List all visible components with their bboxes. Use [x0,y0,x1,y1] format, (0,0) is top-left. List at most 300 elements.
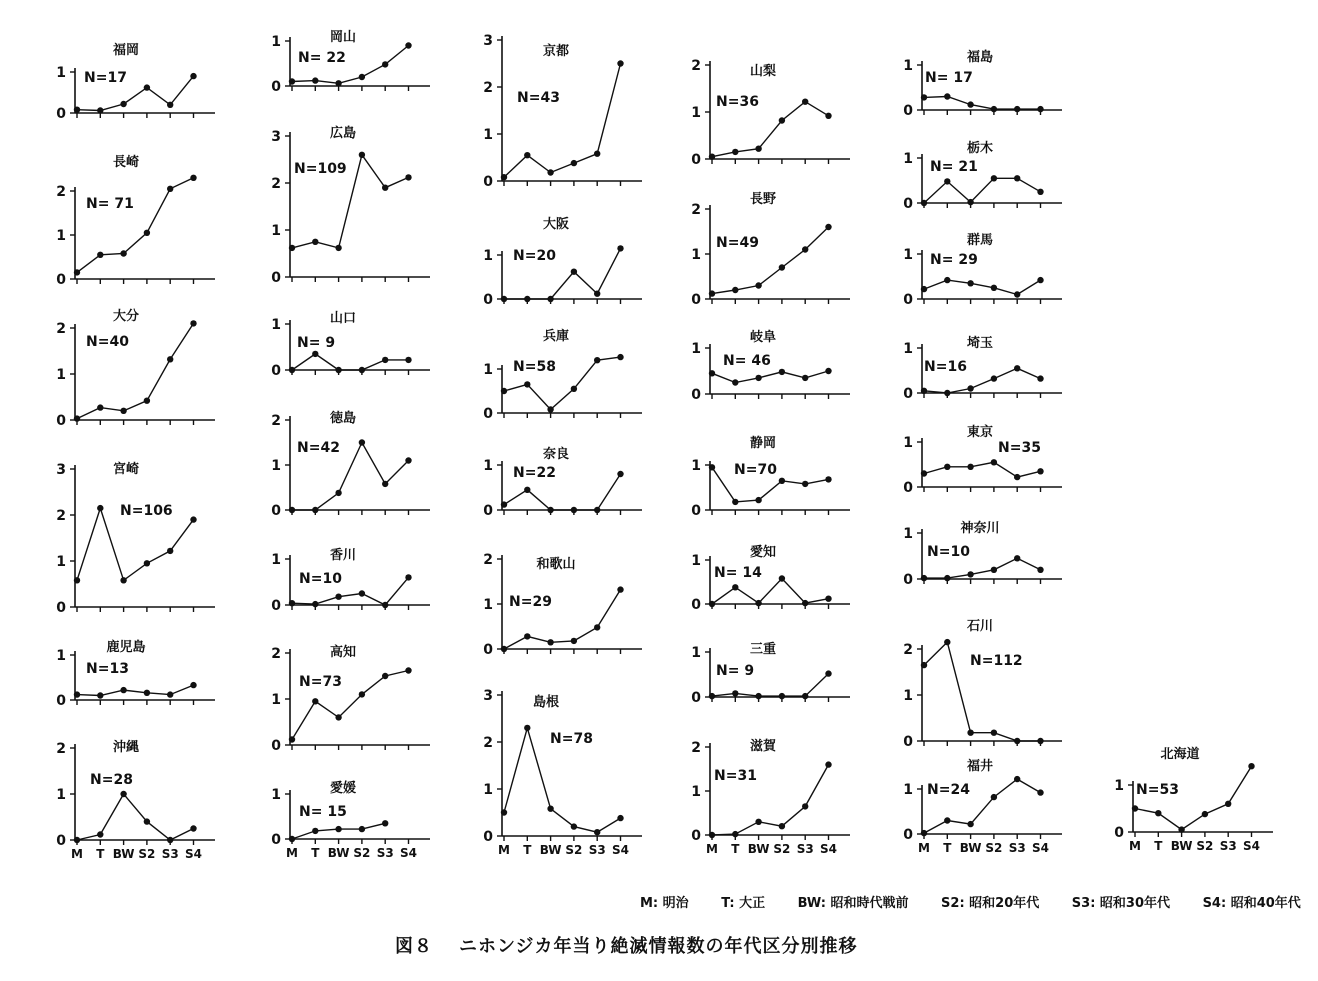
panel-title: 鹿児島 [106,640,146,655]
y-tick-label: 0 [691,292,701,308]
legend-entry: S2: 昭和20年代 [941,896,1040,911]
data-point [1132,805,1138,811]
data-point [571,823,577,829]
y-tick-label: 2 [483,80,493,96]
y-tick-label: 0 [483,406,493,422]
y-tick-label: 1 [691,105,701,121]
data-point [1014,106,1020,112]
data-point [779,575,785,581]
y-tick-label: 0 [691,690,701,706]
y-tick-label: 0 [271,270,281,286]
y-tick-label: 1 [271,223,281,239]
data-point [289,736,295,742]
panel-title: 大阪 [542,217,570,232]
data-point [167,837,173,843]
y-tick-label: 1 [903,688,913,704]
data-point [97,252,103,258]
panel-title: 岐阜 [749,330,777,345]
y-tick-label: 3 [56,462,66,478]
data-point [571,386,577,392]
x-tick-label: M [71,847,83,861]
panel-n-label: N=22 [513,465,556,481]
data-point [289,367,295,373]
x-tick-label: S2 [985,841,1003,855]
data-point [1037,189,1043,195]
data-point [1202,811,1208,817]
y-tick-label: 0 [903,103,913,119]
y-tick-label: 3 [271,129,281,145]
data-point [167,102,173,108]
data-point [967,280,973,286]
series-line [712,579,829,605]
panel-title: 和歌山 [536,557,576,572]
y-tick-label: 2 [271,413,281,429]
data-point [709,693,715,699]
panel-title: 兵庫 [542,329,570,344]
data-point [501,174,507,180]
data-point [732,499,738,505]
data-point [382,185,388,191]
data-point [335,594,341,600]
data-point [1037,567,1043,573]
data-point [120,577,126,583]
y-tick-label: 0 [483,642,493,658]
y-tick-label: 0 [903,292,913,308]
data-point [779,823,785,829]
y-tick-label: 1 [483,248,493,264]
x-tick-label: M [918,841,930,855]
y-tick-label: 2 [691,740,701,756]
x-tick-label: BW [112,847,135,861]
data-point [524,381,530,387]
data-point [709,290,715,296]
data-point [594,291,600,297]
y-tick-label: 1 [56,65,66,81]
panel-title: 栃木 [966,141,994,156]
panel-n-label: N=35 [998,440,1041,456]
data-point [991,794,997,800]
data-point [190,682,196,688]
data-point [74,415,80,421]
x-tick-label: S3 [1008,841,1026,855]
x-tick-label: BW [539,843,562,857]
data-point [312,698,318,704]
legend-entry: M: 明治 [640,896,689,911]
data-point [382,673,388,679]
legend-entry: BW: 昭和時代戦前 [797,896,909,911]
legend-entry: S4: 昭和40年代 [1202,896,1301,911]
y-tick-label: 0 [271,738,281,754]
panel-n-label: N=78 [550,731,593,747]
data-point [167,548,173,554]
y-tick-label: 1 [1114,778,1124,794]
data-point [405,574,411,580]
data-point [779,693,785,699]
data-point [97,505,103,511]
series-line [504,64,621,178]
data-point [120,687,126,693]
data-point [359,152,365,158]
data-point [571,160,577,166]
y-tick-label: 0 [483,503,493,519]
series-line [77,794,194,840]
data-point [944,93,950,99]
x-tick-label: BW [327,846,350,860]
panel-n-label: N=40 [86,334,129,350]
data-point [825,596,831,602]
data-point [312,601,318,607]
data-point [501,296,507,302]
y-tick-label: 2 [691,202,701,218]
data-point [501,388,507,394]
series-line [77,178,194,273]
x-tick-label: S4 [185,847,202,861]
panel-title: 長崎 [112,155,140,170]
x-tick-label: M [286,846,298,860]
y-tick-label: 0 [903,480,913,496]
y-tick-label: 1 [56,648,66,664]
data-point [359,826,365,832]
panel-n-label: N=16 [924,359,967,375]
y-tick-label: 0 [271,363,281,379]
x-tick-label: BW [1170,839,1193,853]
data-point [1014,365,1020,371]
data-point [944,390,950,396]
data-point [335,714,341,720]
data-point [755,600,761,606]
panel-title: 福井 [966,759,994,774]
y-tick-label: 1 [271,458,281,474]
y-tick-label: 1 [903,782,913,798]
data-point [144,230,150,236]
data-point [802,803,808,809]
data-point [312,77,318,83]
panel-n-label: N=43 [517,90,560,106]
panel-n-label: N=31 [714,768,757,784]
data-point [991,175,997,181]
data-point [289,836,295,842]
panel-n-label: N=49 [716,235,759,251]
data-point [524,487,530,493]
y-tick-label: 1 [271,787,281,803]
x-tick-label: T [1154,839,1163,853]
panel-n-label: N=10 [927,544,970,560]
x-tick-label: T [311,846,320,860]
data-point [359,74,365,80]
y-tick-label: 1 [483,597,493,613]
data-point [547,507,553,513]
data-point [732,584,738,590]
panel-title: 北海道 [1160,747,1200,762]
series-line [77,685,194,695]
series-line [924,462,1041,477]
panel-title: 滋賀 [749,739,777,754]
data-point [74,107,80,113]
panel-n-label: N=24 [927,782,970,798]
data-point [1037,106,1043,112]
data-point [1014,555,1020,561]
panel-title: 山口 [329,311,357,326]
data-point [1014,474,1020,480]
data-point [825,368,831,374]
series-line [924,178,1041,203]
data-point [921,662,927,668]
data-point [405,174,411,180]
data-point [382,357,388,363]
data-point [382,820,388,826]
data-point [74,577,80,583]
panel-title: 徳島 [329,411,357,426]
y-tick-label: 0 [483,829,493,845]
data-point [594,829,600,835]
data-point [755,819,761,825]
panel-n-label: N=13 [86,661,129,677]
panel-title: 愛知 [749,545,777,560]
y-tick-label: 0 [903,827,913,843]
data-point [144,398,150,404]
data-point [289,78,295,84]
data-point [1037,789,1043,795]
data-point [312,507,318,513]
y-tick-label: 1 [271,692,281,708]
data-point [755,693,761,699]
x-tick-label: S4 [1032,841,1049,855]
x-tick-label: S2 [1196,839,1214,853]
data-point [944,464,950,470]
data-point [501,646,507,652]
data-point [825,670,831,676]
data-point [524,296,530,302]
x-tick-label: S3 [161,847,179,861]
y-tick-label: 1 [691,458,701,474]
data-point [825,476,831,482]
panel-title: 埼玉 [966,336,994,351]
data-point [617,245,623,251]
data-point [779,117,785,123]
y-tick-label: 1 [903,341,913,357]
panel-n-label: N=10 [299,571,342,587]
panel-n-label: N=58 [513,359,556,375]
y-tick-label: 1 [56,554,66,570]
data-point [802,481,808,487]
x-tick-label: S4 [820,842,837,856]
y-tick-label: 0 [903,572,913,588]
panel-n-label: N=20 [513,248,556,264]
data-point [1014,291,1020,297]
x-tick-label: S2 [565,843,583,857]
data-point [382,61,388,67]
data-point [991,567,997,573]
data-point [594,507,600,513]
y-tick-label: 0 [483,292,493,308]
series-line [292,354,409,370]
data-point [709,832,715,838]
data-point [732,379,738,385]
data-point [524,152,530,158]
data-point [755,375,761,381]
data-point [335,490,341,496]
x-tick-label: S4 [1243,839,1260,853]
data-point [190,73,196,79]
panel-n-label: N=70 [734,462,777,478]
panel-title: 香川 [329,548,357,563]
caption-text: ニホンジカ年当り絶滅情報数の年代区分別推移 [459,936,858,957]
data-point [967,101,973,107]
data-point [97,107,103,113]
y-tick-label: 1 [483,458,493,474]
data-point [944,575,950,581]
data-point [921,286,927,292]
y-tick-label: 3 [483,33,493,49]
data-point [144,84,150,90]
data-point [120,408,126,414]
data-point [335,826,341,832]
data-point [1037,277,1043,283]
x-tick-label: S2 [138,847,156,861]
panel-title: 群馬 [966,233,994,248]
y-tick-label: 3 [483,688,493,704]
data-point [617,60,623,66]
data-point [755,282,761,288]
data-point [405,357,411,363]
data-point [944,817,950,823]
y-tick-label: 0 [903,734,913,750]
data-point [944,277,950,283]
data-point [405,42,411,48]
data-point [405,667,411,673]
data-point [1037,375,1043,381]
data-point [524,633,530,639]
y-tick-label: 2 [56,508,66,524]
data-point [732,149,738,155]
y-tick-label: 1 [483,782,493,798]
panel-title: 京都 [542,44,570,59]
data-point [921,200,927,206]
data-point [944,639,950,645]
data-point [1014,738,1020,744]
data-point [732,690,738,696]
panel-n-label: N=106 [120,503,173,519]
x-tick-label: M [706,842,718,856]
y-tick-label: 0 [903,386,913,402]
data-point [709,464,715,470]
data-point [617,354,623,360]
data-point [359,439,365,445]
data-point [547,406,553,412]
y-tick-label: 1 [691,341,701,357]
data-point [405,457,411,463]
data-point [74,269,80,275]
y-tick-label: 1 [271,317,281,333]
y-tick-label: 0 [56,106,66,122]
data-point [144,690,150,696]
y-tick-label: 2 [271,646,281,662]
y-tick-label: 0 [483,174,493,190]
data-point [289,507,295,513]
panel-n-label: N=112 [970,653,1023,669]
data-point [1225,801,1231,807]
y-tick-label: 1 [271,552,281,568]
panel-n-label: N=53 [1136,782,1179,798]
series-line [712,371,829,383]
data-point [755,497,761,503]
x-tick-label: M [1129,839,1141,853]
data-point [967,571,973,577]
data-point [289,245,295,251]
data-point [802,99,808,105]
data-point [289,600,295,606]
y-tick-label: 2 [271,176,281,192]
x-tick-label: S3 [588,843,606,857]
y-tick-label: 0 [691,387,701,403]
y-tick-label: 0 [56,693,66,709]
data-point [1037,468,1043,474]
y-tick-label: 1 [903,58,913,74]
x-tick-label: S2 [353,846,371,860]
y-tick-label: 0 [1114,825,1124,841]
x-tick-label: S2 [773,842,791,856]
data-point [312,828,318,834]
panel-n-label: N= 17 [925,70,973,86]
x-tick-label: T [523,843,532,857]
y-tick-label: 1 [903,247,913,263]
data-point [120,250,126,256]
x-tick-label: S3 [376,846,394,860]
y-tick-label: 1 [483,362,493,378]
data-point [967,821,973,827]
panel-title: 東京 [966,425,994,440]
panel-title: 宮崎 [112,462,140,477]
data-point [1178,826,1184,832]
data-point [312,351,318,357]
data-point [547,806,553,812]
data-point [74,837,80,843]
y-tick-label: 2 [56,321,66,337]
y-tick-label: 0 [271,79,281,95]
y-tick-label: 1 [691,553,701,569]
data-point [1014,776,1020,782]
y-tick-label: 2 [56,184,66,200]
data-point [732,831,738,837]
data-point [335,80,341,86]
panel-n-label: N= 71 [86,196,134,212]
data-point [1037,738,1043,744]
panel-title: 岡山 [329,30,357,45]
data-point [921,94,927,100]
panel-n-label: N= 15 [299,804,347,820]
y-tick-label: 0 [271,598,281,614]
data-point [167,356,173,362]
data-point [991,106,997,112]
panel-n-label: N= 14 [714,565,762,581]
data-point [802,600,808,606]
data-point [967,199,973,205]
data-point [571,269,577,275]
x-tick-label: T [943,841,952,855]
panel-title: 静岡 [749,436,777,451]
legend-entry: S3: 昭和30年代 [1071,896,1171,911]
data-point [190,825,196,831]
data-point [921,388,927,394]
panel-n-label: N= 22 [298,50,346,66]
panel-title: 島根 [532,695,560,710]
y-tick-label: 1 [903,435,913,451]
data-point [359,590,365,596]
data-point [571,507,577,513]
data-point [547,169,553,175]
data-point [312,239,318,245]
data-point [1014,175,1020,181]
